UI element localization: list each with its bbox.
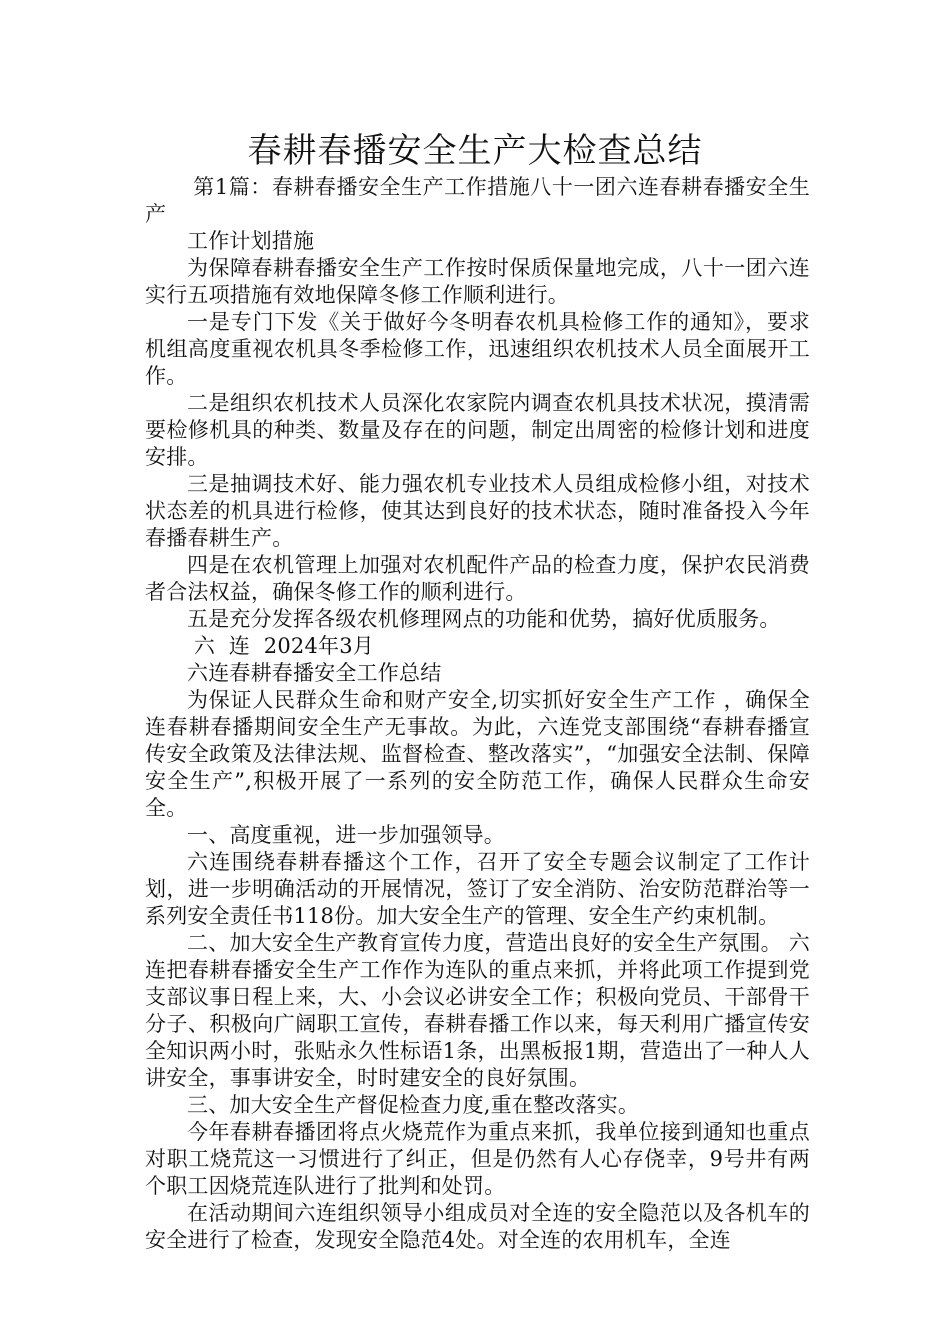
paragraph-section-3-heading: 三、加大安全生产督促检查力度,重在整改落实。 xyxy=(187,1093,640,1117)
paragraph-measure-4: 四是在农机管理上加强对农机配件产品的检查力度，保护农民消费者合法权益，确保冬修工作的顺利进行。 xyxy=(145,553,810,604)
paragraph-section-1-body: 六连围绕春耕春播这个工作，召开了安全专题会议制定了工作计划，进一步明确活动的开展情况，签订了安全消防、治安防范群治等一系列安全责任书118份。加大安全生产的管理、安全生产约束机制。 xyxy=(145,850,810,928)
paragraph-inspection: 在活动期间六连组织领导小组成员对全连的安全隐范以及各机车的安全进行了检查，发现安全隐范4处。对全连的农用机车，全连 xyxy=(145,1201,810,1252)
document-title: 春耕春播安全生产大检查总结 xyxy=(247,131,703,171)
paragraph-intro: 为保障春耕春播安全生产工作按时保质保量地完成，八十一团六连实行五项措施有效地保障冬修工作顺利进行。 xyxy=(145,256,810,307)
paragraph-measures-heading: 工作计划措施 xyxy=(187,229,315,253)
paragraph-measure-5: 五是充分发挥各级农机修理网点的功能和优势，搞好优质服务。 xyxy=(187,607,781,631)
paragraph-measure-2: 二是组织农机技术人员深化农家院内调查农机具技术状况，摸清需要检修机具的种类、数量及存在的问题，制定出周密的检修计划和进度安排。 xyxy=(145,391,810,469)
paragraph-section-1-heading: 一、高度重视，进一步加强领导。 xyxy=(187,823,505,847)
paragraph-section-3-body: 今年春耕春播团将点火烧荒作为重点来抓，我单位接到通知也重点对职工烧荒这一习惯进行了纠正，但是仍然有人心存侥幸，9号井有两个职工因烧荒连队进行了批判和处罚。 xyxy=(145,1120,810,1198)
paragraph-summary-heading: 六连春耕春播安全工作总结 xyxy=(187,661,442,685)
paragraph-section-2: 二、加大安全生产教育宣传力度，营造出良好的安全生产氛围。 六连把春耕春播安全生产工作作为连队的重点来抓，并将此项工作提到党支部议事日程上来，大、小会议必讲安全工作；积极向党员、干部骨干分子、积极向广阔职工宣传，春耕春播工作以来，每天利用广播宣传安全知识两小时，张贴永久性标语1条，出黑板报1期，营造出了一种人人讲安全，事事讲安全，时时建安全的良好氛围。 xyxy=(145,931,810,1090)
paragraph-measure-1: 一是专门下发《关于做好今冬明春农机具检修工作的通知》，要求机组高度重视农机具冬季检修工作，迅速组织农机技术人员全面展开工作。 xyxy=(145,310,810,388)
document-body xyxy=(145,174,810,1254)
paragraph-measure-3: 三是抽调技术好、能力强农机专业技术人员组成检修小组，对技术状态差的机具进行检修，使其达到良好的技术状态，随时准备投入今年春播春耕生产。 xyxy=(145,472,810,550)
paragraph-summary-intro: 为保证人民群众生命和财产安全,切实抓好安全生产工作 ，确保全连春耕春播期间安全生产无事故。为此，六连党支部围绕“春耕春播宣传安全政策及法律法规、监督检查、整改落实”，“加强安全法制、保障安全生产”,积极开展了一系列的安全防范工作，确保人民群众生命安全。 xyxy=(145,688,810,820)
paragraph-subtitle: 第1篇：春耕春播安全生产工作措施八十一团六连春耕春播安全生产 xyxy=(145,175,810,226)
paragraph-signature-date: 六 连 2024年3月 xyxy=(187,634,374,658)
